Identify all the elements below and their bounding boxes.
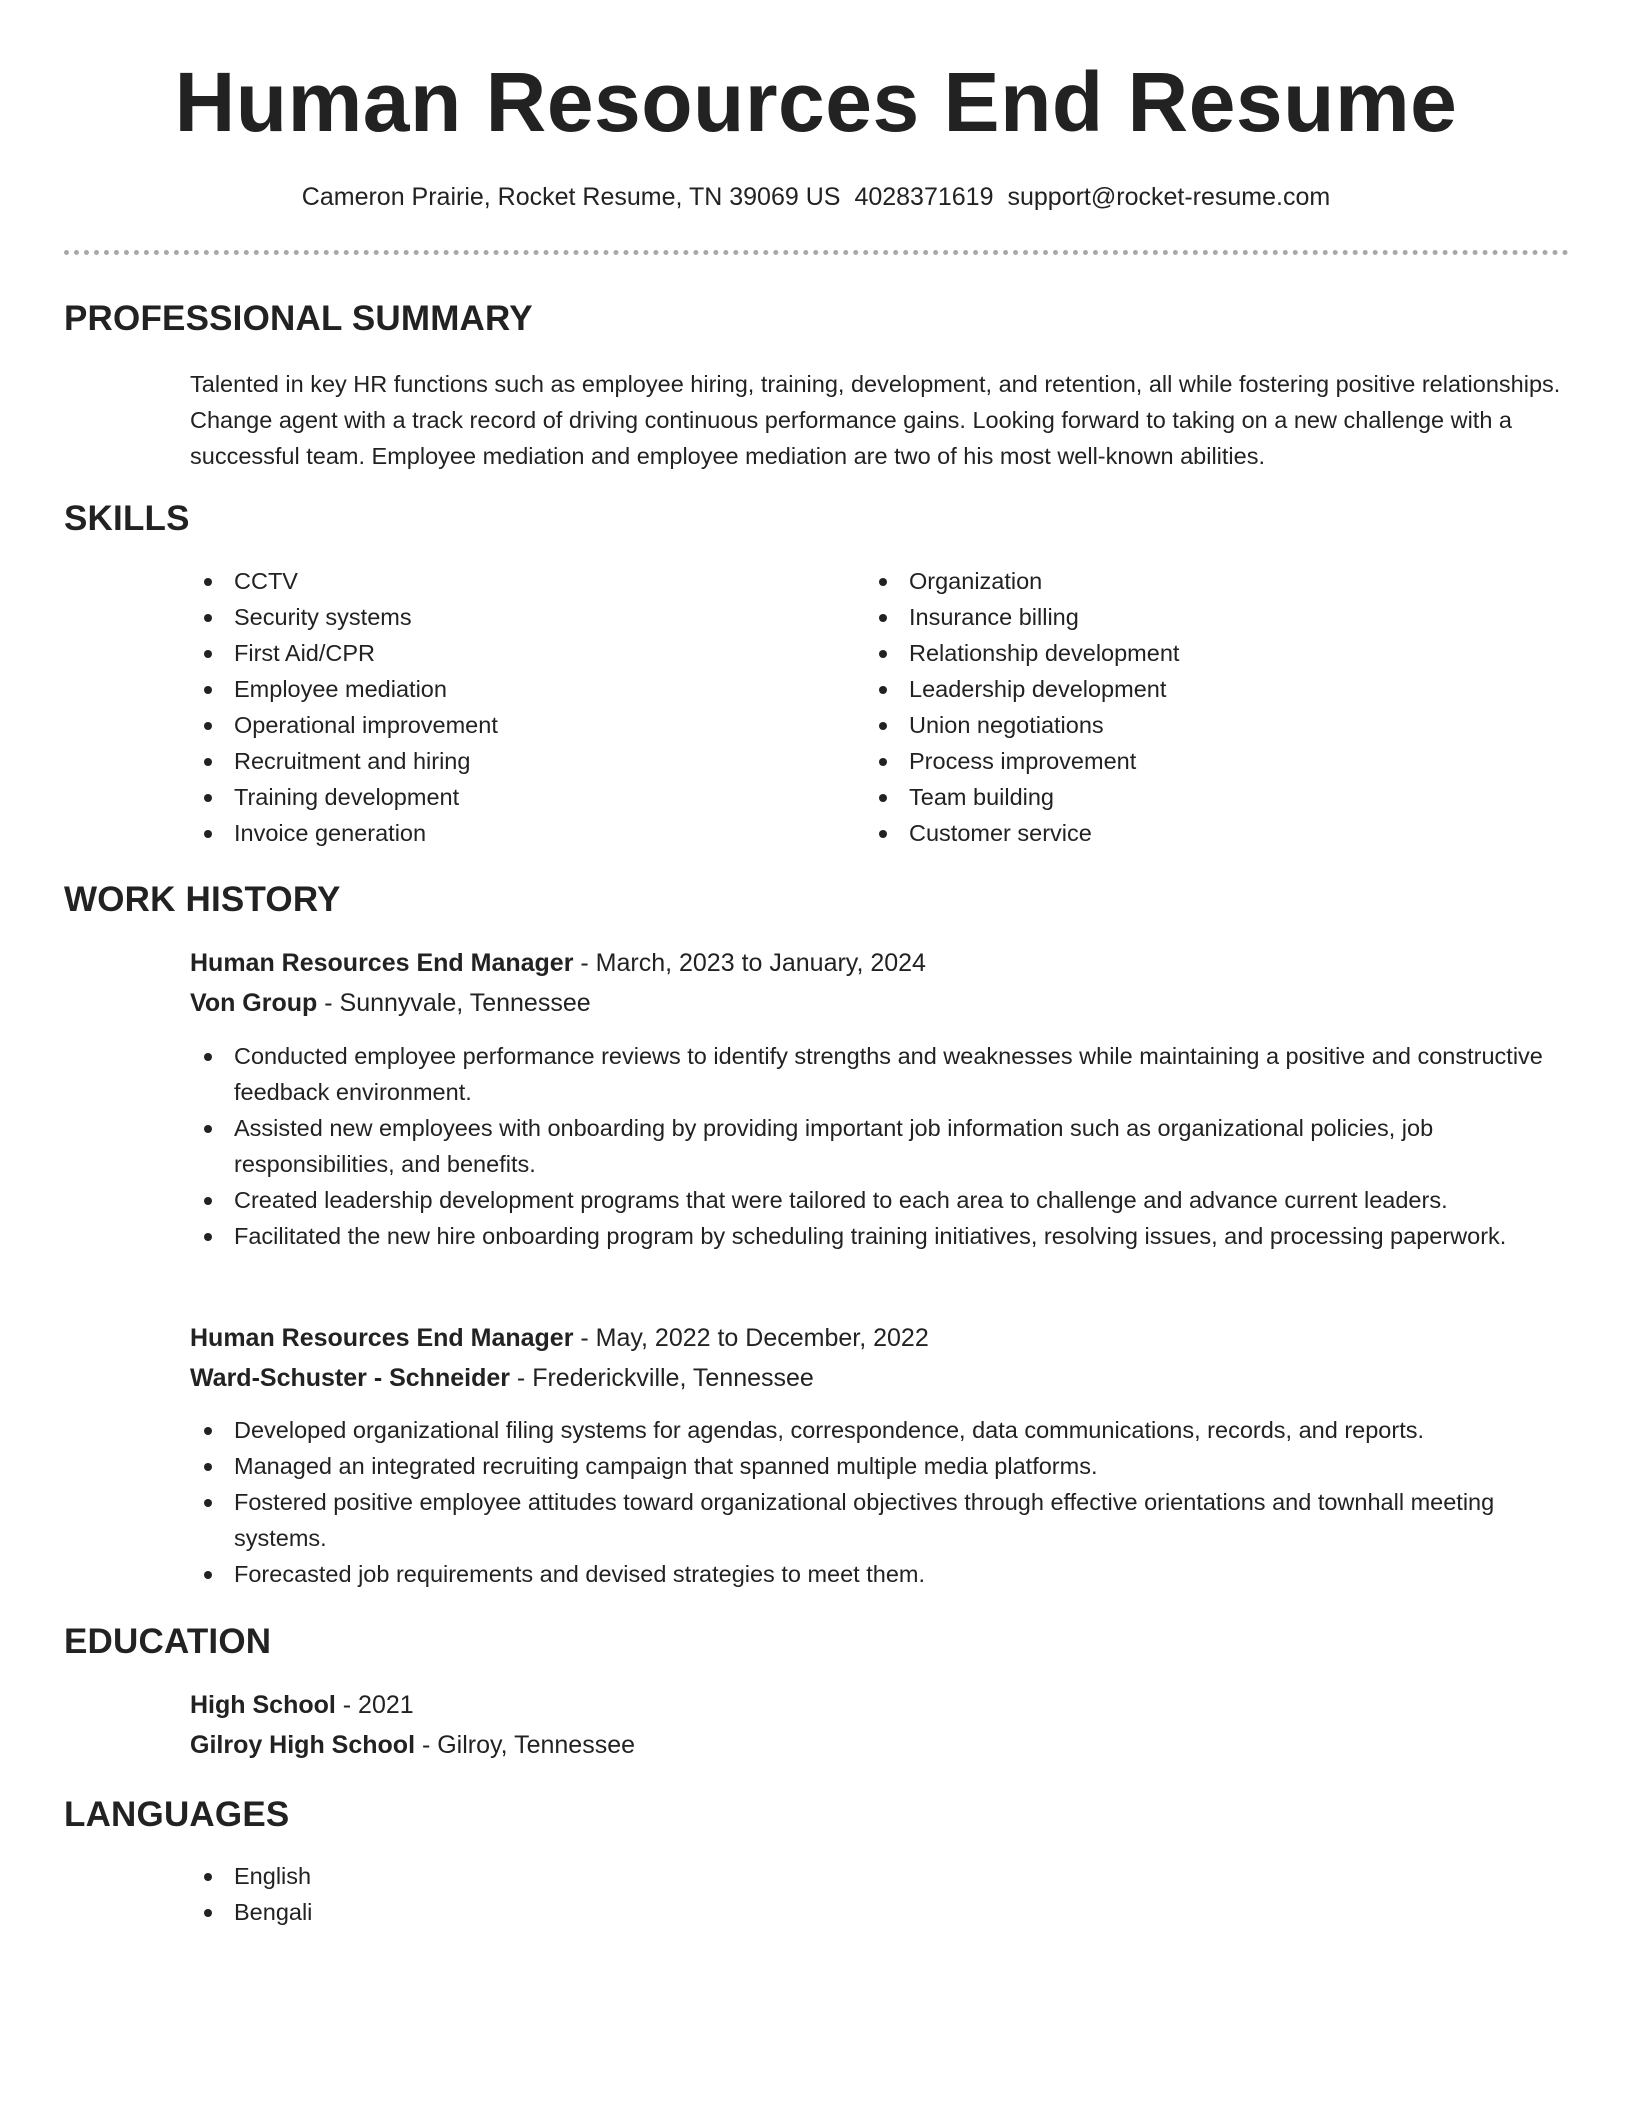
job-bullet: Developed organizational filing systems for agendas, correspondence, data communications, records, and reports. (190, 1412, 1570, 1448)
skill-item: Recruitment and hiring (190, 743, 850, 779)
header-divider (64, 250, 1569, 255)
job-location: - Frederickville, Tennessee (509, 1364, 814, 1392)
job-company-line (190, 1360, 814, 1396)
job-title: Human Resources End Manager (190, 1324, 574, 1352)
education-location: - Gilroy, Tennessee (415, 1731, 636, 1759)
contact-line (0, 181, 1632, 213)
skills-heading: SKILLS (64, 499, 190, 538)
contact-address: Cameron Prairie, Rocket Resume, TN 39069 US (301, 183, 841, 211)
job-bullet: Fostered positive employee attitudes toward organizational objectives through effective orientations and townhall meeting systems. (190, 1484, 1570, 1556)
skills-list-left (190, 563, 850, 851)
job-bullet: Conducted employee performance reviews to identify strengths and weaknesses while maintaining a positive and constructive feedback environment. (190, 1038, 1570, 1110)
job-title-line (190, 945, 926, 981)
work-heading: WORK HISTORY (64, 880, 341, 919)
skill-item: Invoice generation (190, 815, 850, 851)
skill-item: Training development (190, 779, 850, 815)
job-company: Von Group (190, 989, 318, 1017)
job-bullet: Created leadership development programs that were tailored to each area to challenge and advance current leaders. (190, 1182, 1570, 1218)
job-dates: - March, 2023 to January, 2024 (573, 949, 926, 977)
education-year: - 2021 (335, 1691, 414, 1719)
education-heading: EDUCATION (64, 1622, 272, 1661)
skill-item: Employee mediation (190, 671, 850, 707)
job-location: - Sunnyvale, Tennessee (317, 989, 591, 1017)
skill-item: Organization (865, 563, 1525, 599)
job-title-line (190, 1320, 929, 1356)
skill-item: First Aid/CPR (190, 635, 850, 671)
resume-title: Human Resources End Resume (174, 55, 1458, 149)
job-bullet: Forecasted job requirements and devised strategies to meet them. (190, 1556, 1570, 1592)
job-bullet: Assisted new employees with onboarding by providing important job information such as organizational policies, job responsibilities, and benefits. (190, 1110, 1570, 1182)
job-company-line (190, 985, 591, 1021)
skill-item: Relationship development (865, 635, 1525, 671)
skill-item: Process improvement (865, 743, 1525, 779)
contact-email: support@rocket-resume.com (1007, 183, 1331, 211)
education-degree-line (190, 1687, 414, 1723)
language-item: English (190, 1858, 790, 1894)
education-school-line (190, 1727, 635, 1763)
languages-list (190, 1858, 790, 1930)
job-bullets (190, 1038, 1570, 1254)
contact-phone: 4028371619 (854, 183, 994, 211)
summary-text: Talented in key HR functions such as employee hiring, training, development, and retention, all while fostering positive relationships. Change agent with a track record of driving continuous performance gains. Looking forward to taking on a new challenge with a successful team. Employee mediation and employee mediation are two of his most well-known abilities. (190, 371, 1561, 469)
education-degree: High School (190, 1691, 336, 1719)
skill-item: CCTV (190, 563, 850, 599)
languages-heading: LANGUAGES (64, 1795, 290, 1834)
education-school: Gilroy High School (190, 1731, 416, 1759)
job-bullets (190, 1412, 1570, 1592)
job-bullet: Facilitated the new hire onboarding program by scheduling training initiatives, resolving issues, and processing paperwork. (190, 1218, 1570, 1254)
job-title: Human Resources End Manager (190, 949, 574, 977)
job-dates: - May, 2022 to December, 2022 (573, 1324, 929, 1352)
skill-item: Insurance billing (865, 599, 1525, 635)
job-company: Ward-Schuster - Schneider (190, 1364, 510, 1392)
language-item: Bengali (190, 1894, 790, 1930)
skill-item: Team building (865, 779, 1525, 815)
skill-item: Security systems (190, 599, 850, 635)
skill-item: Customer service (865, 815, 1525, 851)
summary-heading: PROFESSIONAL SUMMARY (64, 299, 533, 338)
job-bullet: Managed an integrated recruiting campaign that spanned multiple media platforms. (190, 1448, 1570, 1484)
skills-list-right (865, 563, 1525, 851)
skill-item: Union negotiations (865, 707, 1525, 743)
skill-item: Operational improvement (190, 707, 850, 743)
skill-item: Leadership development (865, 671, 1525, 707)
